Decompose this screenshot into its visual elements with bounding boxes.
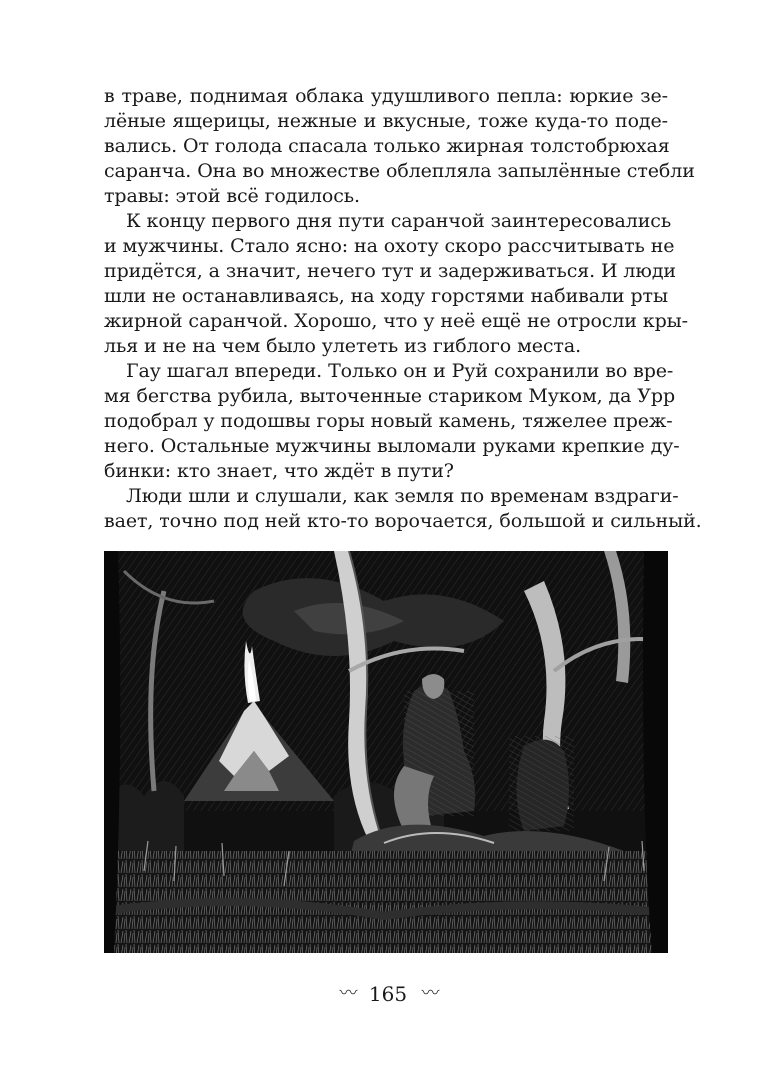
text-line: мя бегства рубила, выточенные стариком Муком, да Урр bbox=[104, 385, 676, 407]
text-line: травы: этой всё годилось. bbox=[104, 185, 360, 207]
page-footer bbox=[0, 980, 776, 1006]
volcano-forest-illustration bbox=[104, 551, 668, 953]
page-number: 165 bbox=[368, 981, 408, 1006]
paragraph-start-line: Гау шагал впереди. Только он и Руй сохранили во вре- bbox=[126, 360, 674, 382]
text-line: придётся, а значит, нечего тут и задерживаться. И люди bbox=[104, 260, 676, 282]
text-line: вает, точно под ней кто-то ворочается, большой и сильный. bbox=[104, 510, 702, 532]
text-line: него. Остальные мужчины выломали руками крепкие ду- bbox=[104, 435, 680, 457]
paragraph-start-line: К концу первого дня пути саранчой заинтересовались bbox=[126, 210, 672, 232]
text-line: бинки: кто знает, что ждёт в пути? bbox=[104, 460, 454, 482]
text-line: вались. От голода спасала только жирная толстобрюхая bbox=[104, 135, 670, 157]
engraving-icon bbox=[104, 551, 668, 953]
text-line: в траве, поднимая облака удушливого пепла: юркие зе- bbox=[104, 85, 668, 107]
body-text bbox=[104, 84, 702, 534]
text-line: лёные ящерицы, нежные и вкусные, тоже куда-то поде- bbox=[104, 110, 668, 132]
ornament-right-icon: 〰 bbox=[421, 982, 437, 1004]
text-line: шли не останавливаясь, на ходу горстями набивали рты bbox=[104, 285, 668, 307]
text-line: подобрал у подошвы горы новый камень, тяжелее преж- bbox=[104, 410, 673, 432]
paragraph-start-line: Люди шли и слушали, как земля по временам вздраги- bbox=[126, 485, 679, 507]
ornament-left-icon: 〰 bbox=[339, 982, 355, 1004]
text-line: саранча. Она во множестве облепляла запылённые стебли bbox=[104, 160, 695, 182]
text-line: лья и не на чем было улететь из гиблого места. bbox=[104, 335, 582, 357]
text-line: жирной саранчой. Хорошо, что у неё ещё не отросли кры- bbox=[104, 310, 688, 332]
text-line: и мужчины. Стало ясно: на охоту скоро рассчитывать не bbox=[104, 235, 675, 257]
